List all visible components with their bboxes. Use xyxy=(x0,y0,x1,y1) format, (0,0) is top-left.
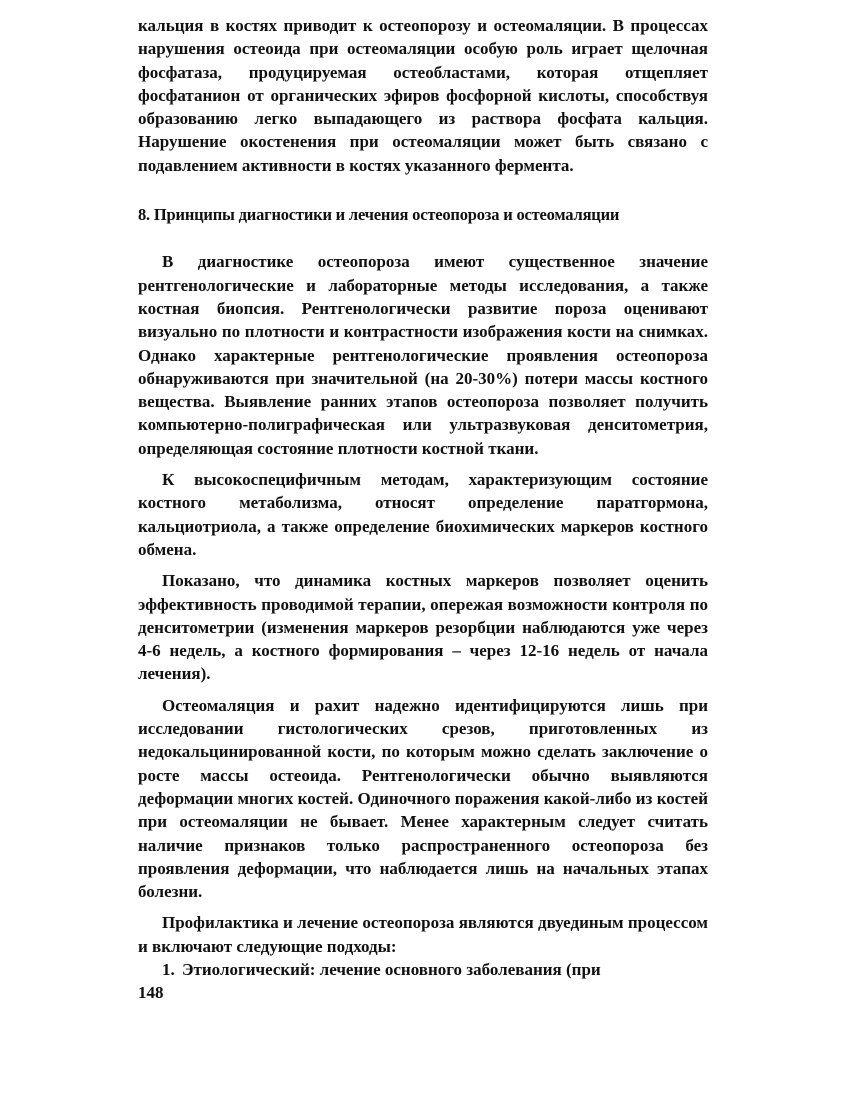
list-item-text: Этиологический: лечение основного заболевания (при xyxy=(182,959,601,979)
list-item xyxy=(138,958,708,981)
opening-paragraph: кальция в костях приводит к остеопорозу и остеомаляции. В процессах нарушения остеоида при остеомаляции особую роль играет щелочная фосфатаза, продуцируемая остеобластами, которая отщепляет фосфатанион от органических эфиров фосфорной кислоты, способствуя образованию легко выпадающего из раствора фосфата кальция. Нарушение окостенения при остеомаляции может быть связано с подавлением активности в костях указанного фермента. xyxy=(138,16,708,175)
paragraph-prevention: Профилактика и лечение остеопороза являются двуединым процессом и включают следующие подходы: xyxy=(138,913,708,956)
list-item-number: 1. xyxy=(162,959,175,979)
page-number: 148 xyxy=(138,983,164,1003)
paragraph-diagnostics: В диагностике остеопороза имеют существенное значение рентгенологические и лабораторные методы исследования, а также костная биопсия. Рентгенологически развитие пороза оценивают визуально по плотности и контрастности изображения кости на снимках. Однако характерные рентгенологические проявления остеопороза обнаруживаются при значительной (на 20-30%) потери массы костного вещества. Выявление ранних этапов остеопороза позволяет получить компьютерно-полиграфическая или ультразвуковая денситометрия, определяющая состояние плотности костной ткани. xyxy=(138,252,708,458)
document-page xyxy=(138,14,708,1005)
section-heading: 8. Принципы диагностики и лечения остеопороза и остеомаляции xyxy=(138,205,620,225)
paragraph-osteomalacia: Остеомаляция и рахит надежно идентифицируются лишь при исследовании гистологических срезов, приготовленных из недокальцинированной кости, по которым можно сделать заключение о росте массы остеоида. Рентгенологически обычно выявляются деформации многих костей. Одиночного поражения какой-либо из костей при остеомаляции не бывает. Менее характерным следует считать наличие признаков только распространенного остеопороза без проявления деформации, что наблюдается лишь на начальных этапах болезни. xyxy=(138,695,708,902)
paragraph-bone-markers: Показано, что динамика костных маркеров позволяет оценить эффективность проводимой терапии, опережая возможности контроля по денситометрии (изменения маркеров резорбции наблюдаются уже через 4-6 недель, а костного формирования – через 12-16 недель от начала лечения). xyxy=(138,571,708,684)
paragraph-specific-methods: К высокоспецифичным методам, характеризующим состояние костного метаболизма, относят определение паратгормона, кальциотриола, а также определение биохимических маркеров костного обмена. xyxy=(138,470,708,559)
